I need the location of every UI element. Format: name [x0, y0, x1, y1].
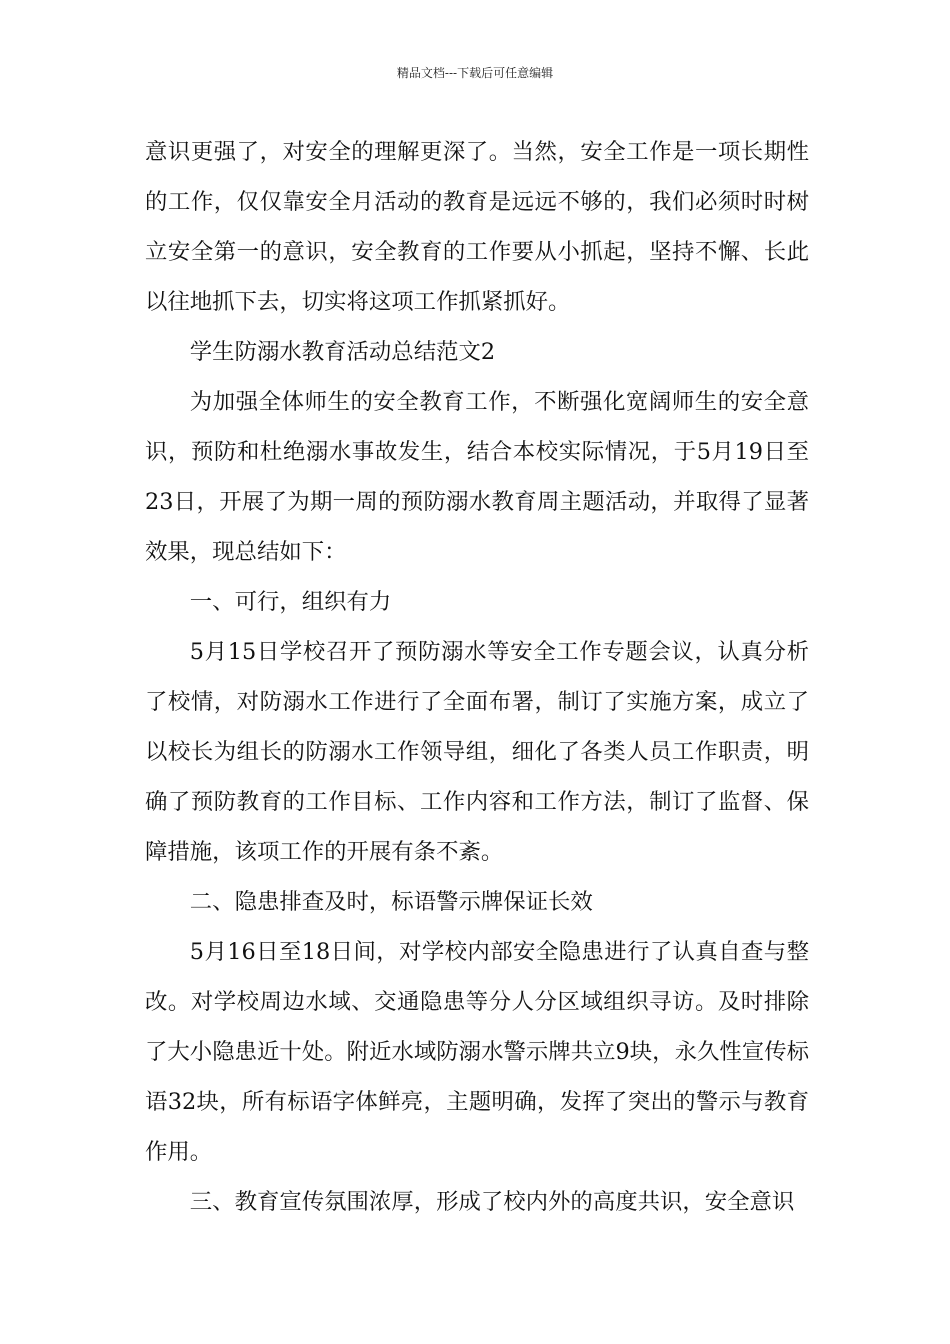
document-body [145, 127, 809, 1227]
paragraph: 为加强全体师生的安全教育工作，不断强化宽阔师生的安全意识，预防和杜绝溺水事故发生，结合本校实际情况，于5月19日至23日，开展了为期一周的预防溺水教育周主题活动，并取得了显著效果，现总结如下： [145, 389, 809, 565]
paragraph: 意识更强了，对安全的理解更深了。当然，安全工作是一项长期性的工作，仅仅靠安全月活动的教育是远远不够的，我们必须时时树立安全第一的意识，安全教育的工作要从小抓起，坚持不懈、长此以往地抓下去，切实将这项工作抓紧抓好。 [145, 139, 809, 315]
section-heading: 二、隐患排查及时，标语警示牌保证长效 [189, 889, 593, 915]
page-header: 精品文档---下载后可任意编辑 [396, 66, 554, 80]
paragraph: 5月16日至18日间，对学校内部安全隐患进行了认真自查与整改。对学校周边水域、交通隐患等分人分区域组织寻访。及时排除了大小隐患近十处。附近水域防溺水警示牌共立9块，永久性宣传标语32块，所有标语字体鲜亮，主题明确，发挥了突出的警示与教育作用。 [145, 939, 809, 1165]
section-title: 学生防溺水教育活动总结范文2 [189, 339, 496, 365]
paragraph: 5月15日学校召开了预防溺水等安全工作专题会议，认真分析了校情，对防溺水工作进行了全面布署，制订了实施方案，成立了以校长为组长的防溺水工作领导组，细化了各类人员工作职责，明确了预防教育的工作目标、工作内容和工作方法，制订了监督、保障措施，该项工作的开展有条不紊。 [145, 639, 809, 865]
section-heading: 三、教育宣传氛围浓厚，形成了校内外的高度共识，安全意识 [189, 1189, 795, 1215]
section-heading: 一、可行，组织有力 [189, 589, 392, 615]
